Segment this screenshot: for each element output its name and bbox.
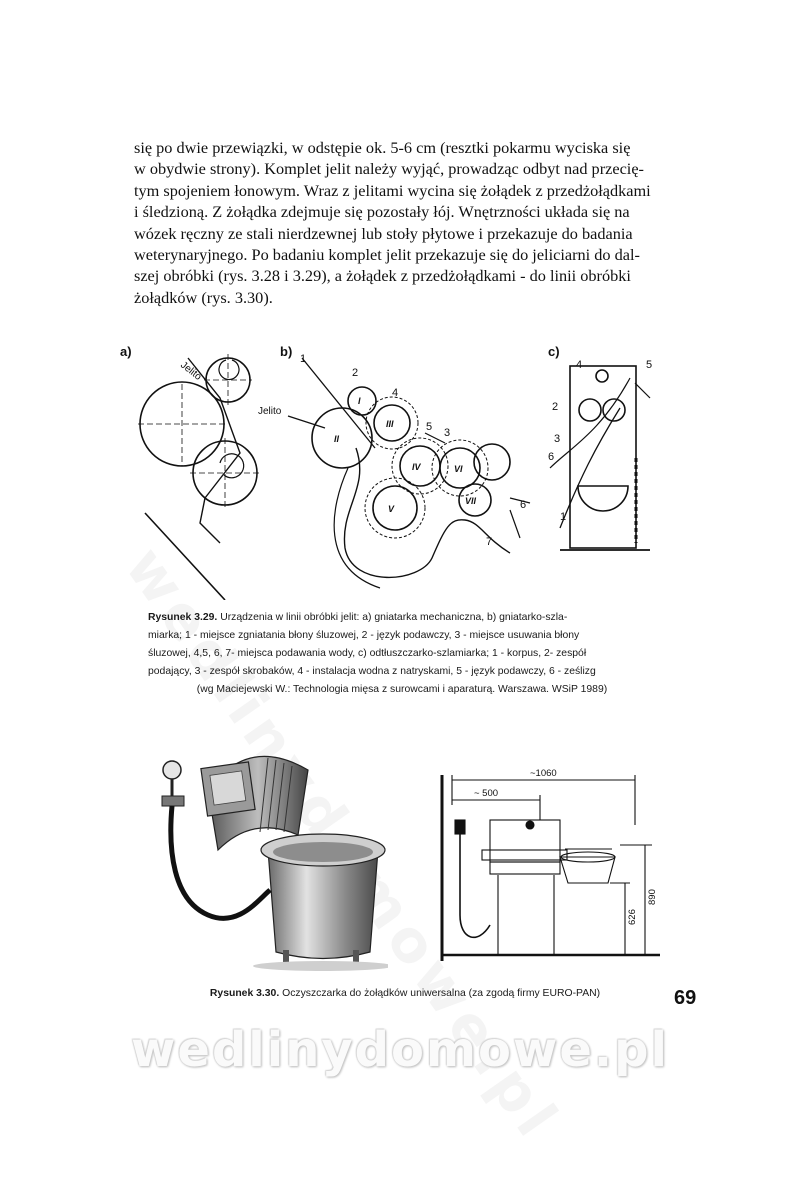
- panel-c-number: 2: [552, 401, 559, 413]
- panel-b-label: b): [280, 344, 293, 359]
- panel-b-jelito-label: Jelito: [258, 406, 282, 417]
- body-line: w obydwie strony). Komplet jelit należy wyjąć, prowadząc odbyt nad przecię-: [134, 159, 644, 179]
- caption-line: śluzowej, 4,5, 6, 7- miejsca podawania wody, c) odtłuszczarko-szlamiarka; 1 - korpus, 2- zespół: [148, 648, 587, 659]
- body-paragraph: [134, 137, 668, 308]
- caption-source: (wg Maciejewski W.: Technologia mięsa z surowcami i aparaturą. Warszawa. WSiP 1989): [196, 684, 608, 695]
- panel-b-number: 5: [426, 421, 433, 433]
- panel-c-number: 5: [646, 359, 653, 371]
- panel-b-number: 6: [520, 499, 527, 511]
- dimension-height-partial: 626: [627, 909, 638, 925]
- panel-b-number: 3: [444, 427, 451, 439]
- roller-label: IV: [412, 462, 421, 472]
- panel-b-number: 1: [300, 353, 307, 365]
- caption-text: Urządzenia w linii obróbki jelit: a) gniatarka mechaniczna, b) gniatarko-szla-: [220, 612, 568, 623]
- roller-label: VII: [465, 496, 477, 506]
- body-line: i śledzioną. Z żołądka zdejmuje się pozostały łój. Wnętrzności układa się na: [134, 202, 630, 222]
- panel-c-number: 6: [548, 451, 555, 463]
- panel-b-number: 2: [352, 367, 359, 379]
- panel-c-number: 4: [576, 359, 583, 371]
- figure-3-30-caption: [150, 985, 660, 1003]
- panel-b-number: 4: [392, 387, 399, 399]
- caption-line: podający, 3 - zespół skrobaków, 4 - instalacja wodna z natryskami, 5 - język podawczy, 6 - ześlizg: [148, 666, 596, 677]
- roller-label: VI: [454, 464, 463, 474]
- watermark: wedlinydomowe.pl: [131, 1022, 669, 1078]
- panel-a-label: a): [120, 344, 132, 359]
- page-number: 69: [674, 987, 697, 1009]
- panel-a-jelito-label: Jelito: [178, 359, 204, 383]
- body-line: tym spojeniem łonowym. Wraz z jelitami wycina się żołądek z przedżołądkami: [134, 180, 651, 200]
- roller-label: I: [358, 396, 361, 406]
- roller-label: II: [334, 434, 340, 444]
- dimension-height-total: 890: [647, 889, 658, 905]
- panel-a-diagram: [138, 354, 260, 600]
- dimension-total-width: ~1060: [530, 768, 557, 779]
- caption-text: Oczyszczarka do żołądków uniwersalna (za zgodą firmy EURO-PAN): [282, 988, 601, 999]
- body-line: się po dwie przewiązki, w odstępie ok. 5-6 cm (resztki pokarmu wyciska się: [134, 138, 631, 157]
- caption-label: Rysunek 3.29.: [148, 612, 218, 623]
- panel-b-number: 7: [486, 536, 493, 548]
- roller-label: V: [388, 504, 395, 514]
- panel-c-number: 1: [560, 511, 567, 523]
- body-line: żołądków (rys. 3.30).: [134, 287, 273, 307]
- figure-3-29-caption: [148, 609, 656, 699]
- dimension-partial-width: ~ 500: [474, 788, 499, 799]
- panel-c-number: 3: [554, 433, 561, 445]
- figure-3-30-photo: [148, 740, 388, 972]
- caption-label: Rysunek 3.30.: [209, 988, 280, 999]
- panel-b-diagram: [288, 358, 530, 588]
- body-line: wózek ręczny ze stali nierdzewnej lub stoły płytowe i przekazuje do badania: [134, 223, 633, 243]
- figure-3-29: [120, 338, 680, 600]
- body-line: weterynaryjnego. Po badaniu komplet jelit przekazuje się do jeliciarni do dal-: [134, 245, 640, 265]
- body-line: szej obróbki (rys. 3.28 i 3.29), a żołądek z przedżołądkami - do linii obróbki: [134, 266, 631, 286]
- roller-label: III: [386, 419, 394, 429]
- caption-line: [148, 609, 656, 627]
- caption-line: miarka; 1 - miejsce zgniatania błony śluzowej, 2 - język podawczy, 3 - miejsce usuwania błony: [148, 630, 580, 641]
- panel-c-label: c): [548, 344, 560, 359]
- figure-3-30-drawing: [430, 765, 680, 965]
